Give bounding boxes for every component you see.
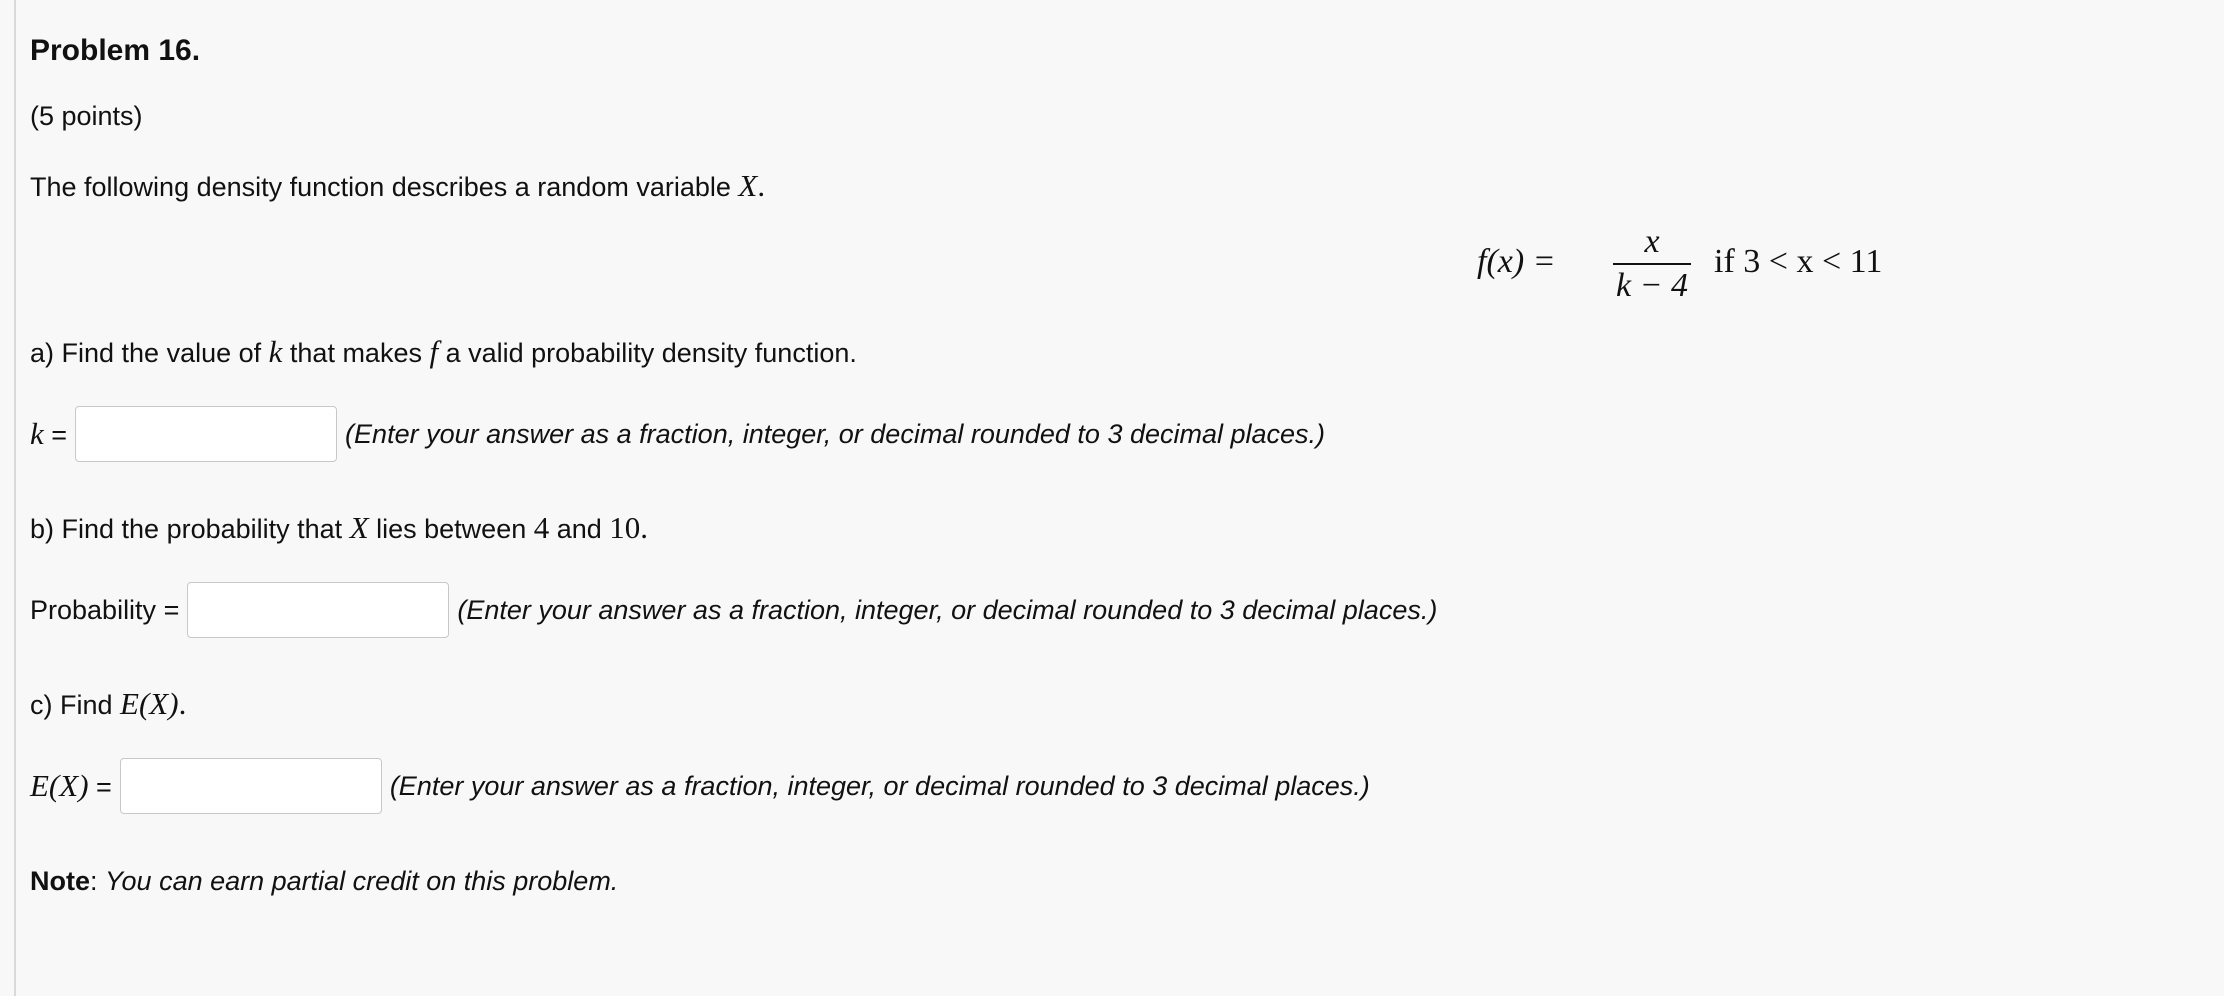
part-c-period: . — [178, 686, 187, 721]
part-a-label-eq: = — [43, 420, 68, 450]
part-b-answer-input[interactable] — [187, 582, 449, 638]
formula-lhs: f(x) = — [1477, 243, 1556, 280]
part-b-hint: (Enter your answer as a fraction, integer, or decimal rounded to 3 decimal places.) — [457, 594, 1438, 625]
note-colon: : — [90, 866, 106, 896]
part-a-text-1: a) Find the value of — [30, 338, 269, 368]
part-c-answer-row — [30, 756, 1370, 816]
part-a-question — [30, 334, 857, 370]
part-b-label: Probability = — [30, 594, 180, 625]
fraction-bar — [1613, 263, 1691, 265]
intro-text: The following density function describes a random variable — [30, 172, 739, 202]
part-a-var-k: k — [268, 334, 283, 369]
formula-denominator: k − 4 — [1615, 267, 1689, 304]
part-a-hint: (Enter your answer as a fraction, integer, or decimal rounded to 3 decimal places.) — [345, 418, 1326, 449]
part-b-high-value: 10 — [609, 510, 641, 545]
part-c-label — [30, 768, 112, 804]
note-text: You can earn partial credit on this problem. — [105, 866, 619, 896]
part-a-text-2: that makes — [282, 338, 430, 368]
part-b-var-x: X — [349, 510, 369, 545]
formula-condition: if 3 < x < 11 — [1714, 243, 1883, 280]
problem-title: Problem 16. — [30, 34, 201, 67]
part-c-label-eq: = — [88, 772, 112, 802]
partial-credit-note — [30, 866, 618, 897]
part-a-label-var: k — [30, 416, 44, 451]
part-c-answer-input[interactable] — [120, 758, 382, 814]
formula-fraction — [1613, 224, 1691, 304]
part-b-text-1: b) Find the probability that — [30, 514, 350, 544]
part-a-label — [30, 416, 67, 452]
part-a-answer-row — [30, 404, 1325, 464]
intro-period: . — [757, 168, 766, 203]
part-b-text-3: and — [549, 514, 610, 544]
part-b-text-2: lies between — [368, 514, 534, 544]
left-border — [14, 0, 16, 996]
density-formula — [1477, 224, 1927, 309]
intro-variable: X — [738, 168, 758, 203]
part-c-hint: (Enter your answer as a fraction, integer, or decimal rounded to 3 decimal places.) — [389, 770, 1370, 801]
part-c-question — [30, 686, 186, 722]
problem-intro — [30, 168, 765, 204]
part-c-text-1: c) Find — [30, 690, 121, 720]
part-c-label-expr: E(X) — [30, 768, 89, 803]
formula-numerator: x — [1644, 223, 1660, 260]
part-c-expr: E(X) — [120, 686, 179, 721]
problem-points: (5 points) — [30, 101, 143, 131]
part-a-text-3: a valid probability density function. — [438, 338, 857, 368]
note-label: Note — [30, 866, 90, 896]
part-b-question — [30, 510, 648, 546]
part-b-low-value: 4 — [533, 510, 550, 545]
part-b-answer-row — [30, 580, 1437, 640]
part-a-var-f: f — [429, 334, 439, 369]
part-a-answer-input[interactable] — [75, 406, 337, 462]
part-b-period: . — [640, 510, 649, 545]
